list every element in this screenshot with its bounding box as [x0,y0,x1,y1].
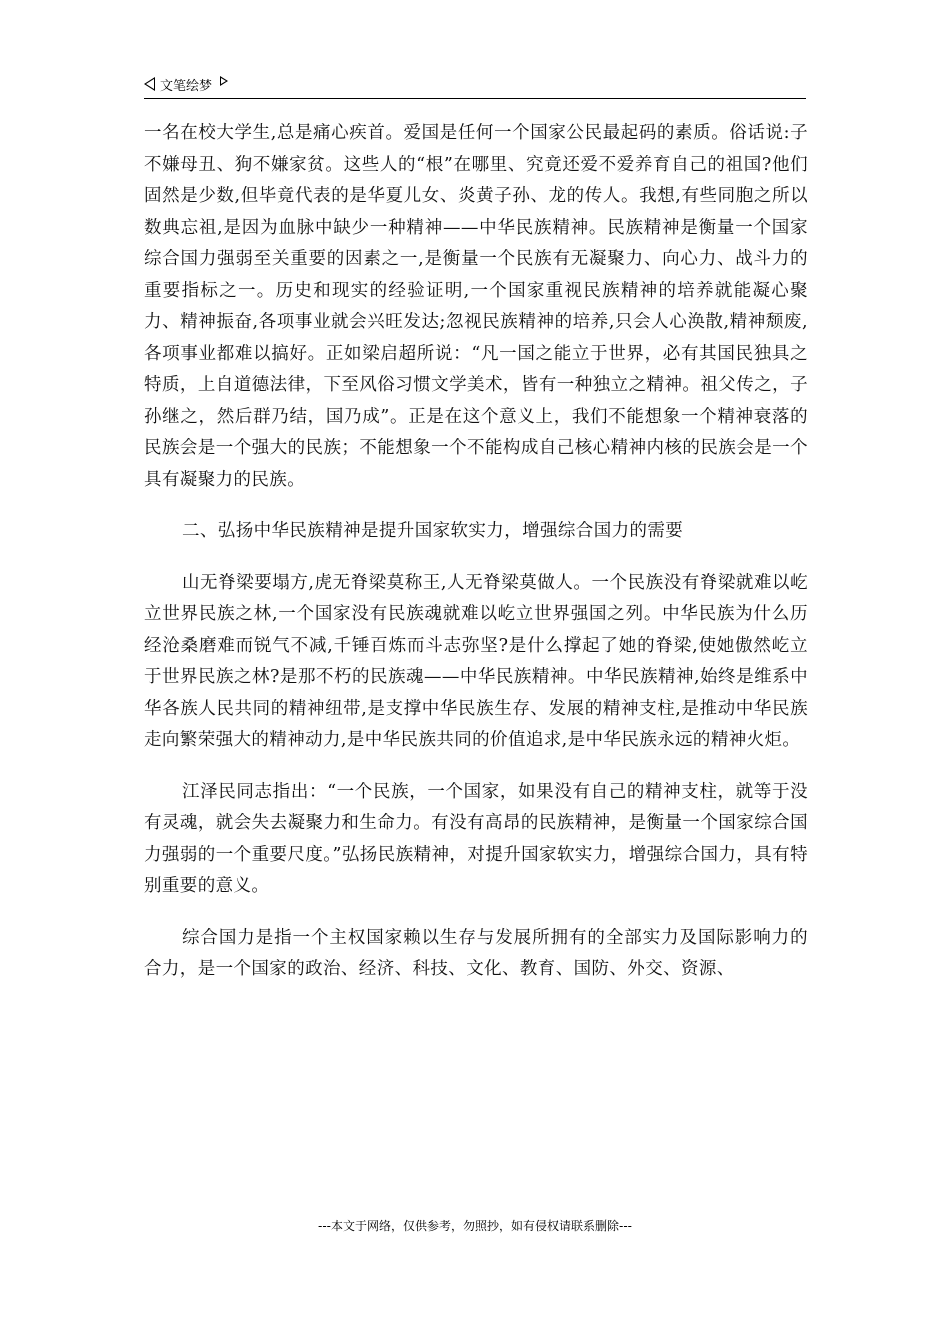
paragraph-2: 山无脊梁要塌方,虎无脊梁莫称王,人无脊梁莫做人。一个民族没有脊梁就难以屹立世界民族之林,一个国家没有民族魂就难以屹立世界强国之列。中华民族为什么历经沧桑磨难而锐气不减,千锤百炼而斗志弥坚?是什么撑起了她的脊梁,使她傲然屹立于世界民族之林?是那不朽的民族魂——中华民族精神。中华民族精神,始终是维系中华各族人民共同的精神纽带,是支撑中华民族生存、发展的精神支柱,是推动中华民族走向繁荣强大的精神动力,是中华民族共同的价值追求,是中华民族永远的精神火炬。 [144,572,808,750]
header-title: 文笔绘梦 [160,78,213,94]
page-header [144,74,806,99]
triangle-right-icon [220,76,228,86]
header-brand [144,74,228,94]
document-body [144,118,808,986]
paragraph-1: 一名在校大学生,总是痛心疾首。爱国是任何一个国家公民最起码的素质。俗话说:子不嫌母丑、狗不嫌家贫。这些人的“根”在哪里、究竟还爱不爱养育自己的祖国?他们固然是少数,但毕竟代表的是华夏儿女、炎黄子孙、龙的传人。我想,有些同胞之所以数典忘祖,是因为血脉中缺少一种精神——中华民族精神。民族精神是衡量一个国家综合国力强弱至关重要的因素之一,是衡量一个民族有无凝聚力、向心力、战斗力的重要指标之一。历史和现实的经验证明,一个国家重视民族精神的培养就能凝心聚力、精神振奋,各项事业就会兴旺发达;忽视民族精神的培养,只会人心涣散,精神颓废,各项事业都难以搞好。正如梁启超所说：“凡一国之能立于世界，必有其国民独具之特质，上自道德法律，下至风俗习惯文学美术，皆有一种独立之精神。祖父传之，子孙继之，然后群乃结，国乃成”。正是在这个意义上，我们不能想象一个精神衰落的民族会是一个强大的民族；不能想象一个不能构成自己核心精神内核的民族会是一个具有凝聚力的民族。 [144,123,808,490]
page-footer: ---本文于网络，仅供参考，勿照抄，如有侵权请联系删除--- [318,1219,632,1233]
section-heading-2: 二、弘扬中华民族精神是提升国家软实力，增强综合国力的需要 [182,521,684,541]
paragraph-3: 江泽民同志指出：“一个民族，一个国家，如果没有自己的精神支柱，就等于没有灵魂，就会失去凝聚力和生命力。有没有高昂的民族精神，是衡量一个国家综合国力强弱的一个重要尺度。”弘扬民族精神，对提升国家软实力，增强综合国力，具有特别重要的意义。 [144,781,808,896]
paragraph-4: 综合国力是指一个主权国家赖以生存与发展所拥有的全部实力及国际影响力的合力，是一个国家的政治、经济、科技、文化、教育、国防、外交、资源、 [144,927,808,979]
triangle-left-icon [144,77,155,91]
